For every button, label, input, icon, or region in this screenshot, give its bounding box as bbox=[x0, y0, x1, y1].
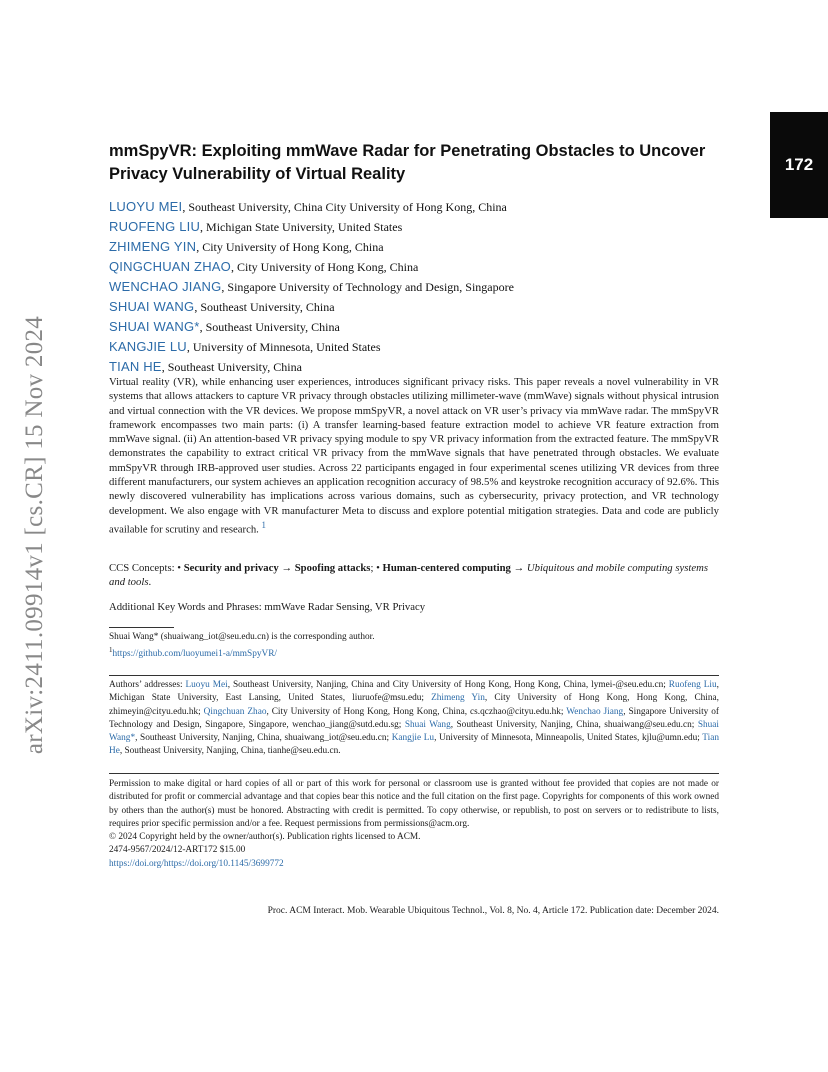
author-affiliation: , University of Minnesota, United States bbox=[186, 340, 381, 354]
author-entry bbox=[109, 317, 719, 337]
address-author-link[interactable]: Shuai Wang* bbox=[109, 719, 719, 744]
address-author-link[interactable]: Luoyu Mei bbox=[185, 680, 228, 690]
author-name[interactable]: QINGCHUAN ZHAO bbox=[109, 259, 231, 274]
abstract bbox=[109, 375, 719, 537]
address-author-link[interactable]: Ruofeng Liu bbox=[668, 680, 717, 690]
ccs-concept-hcc: Human-centered computing bbox=[382, 562, 511, 574]
address-text: , City University of Hong Kong, Hong Kong, China, cs.qczhao@cityu.edu.hk; bbox=[266, 706, 567, 717]
code-footnote bbox=[109, 644, 719, 661]
copyright-line: © 2024 Copyright held by the owner/author(s). Publication rights licensed to ACM. bbox=[109, 832, 421, 843]
author-affiliation: , Michigan State University, United States bbox=[200, 220, 403, 234]
author-affiliation: , Southeast University, China bbox=[194, 300, 335, 314]
address-author-link[interactable]: Shuai Wang bbox=[404, 719, 451, 730]
address-text: , Southeast University, Nanjing, China and City University of Hong Kong, Hong Kong, China, lymei-@seu.edu.cn; bbox=[227, 680, 669, 690]
addresses-lead: Authors’ addresses: bbox=[109, 680, 186, 690]
ccs-concepts bbox=[109, 561, 719, 590]
authors-addresses bbox=[109, 679, 719, 759]
ccs-end: . bbox=[148, 576, 152, 589]
author-name[interactable]: WENCHAO JIANG bbox=[109, 279, 222, 294]
address-author-link[interactable]: Wenchao Jiang bbox=[566, 706, 624, 717]
paper-title: mmSpyVR: Exploiting mmWave Radar for Penetrating Obstacles to Uncover Privacy Vulnerability of Virtual Reality bbox=[109, 142, 706, 183]
address-text: , Southeast University, Nanjing, China, shuaiwang@seu.edu.cn; bbox=[450, 719, 698, 730]
article-number-tab bbox=[770, 112, 828, 218]
arxiv-stamp-text: arXiv:2411.09914v1 [cs.CR] 15 Nov 2024 bbox=[21, 315, 48, 755]
author-affiliation: , Southeast University, China bbox=[199, 320, 340, 334]
permission-block bbox=[109, 778, 719, 871]
author-entry bbox=[109, 257, 719, 277]
ccs-lead: CCS Concepts: • bbox=[109, 562, 184, 574]
ccs-arrow: → bbox=[278, 562, 295, 574]
ccs-concept-ubiquitous: Ubiquitous and mobile computing systems and tools bbox=[109, 562, 708, 589]
address-author-link[interactable]: Tian He bbox=[109, 733, 719, 757]
author-entry bbox=[109, 337, 719, 357]
address-text: , City University of Hong Kong, Hong Kong, China, zhimeyin@cityu.edu.hk; bbox=[109, 693, 719, 717]
address-author-link[interactable]: Zhimeng Yin bbox=[431, 693, 485, 704]
keywords: Additional Key Words and Phrases: mmWave Radar Sensing, VR Privacy bbox=[109, 601, 426, 613]
code-url-link[interactable]: https://github.com/luoyumei1-a/mmSpyVR/ bbox=[112, 649, 278, 660]
corresponding-author-note: Shuai Wang* (shuaiwang_iot@seu.edu.cn) is the corresponding author. bbox=[109, 632, 375, 642]
address-text: , Southeast University, Nanjing, China, shuaiwang_iot@seu.edu.cn; bbox=[135, 733, 392, 744]
address-text: , Singapore University of Technology and Design, Singapore, Singapore, wenchao_jiang@sutd.edu.sg; bbox=[109, 706, 719, 730]
author-affiliation: , Southeast University, China City University of Hong Kong, China bbox=[182, 200, 507, 214]
article-number: 172 bbox=[784, 155, 814, 174]
addresses-divider bbox=[109, 675, 719, 676]
author-entry bbox=[109, 237, 719, 257]
address-author-link[interactable]: Kangjie Lu bbox=[391, 733, 435, 744]
author-affiliation: , Southeast University, China bbox=[161, 360, 302, 374]
abstract-text: Virtual reality (VR), while enhancing user experiences, introduces significant privacy risks. This paper reveals a novel vulnerability in VR systems that allows attackers to capture VR privacy through obstacles utilizing millimeter-wave (mmWave) signals without physical intrusion and virtual connection with the VR devices. We propose mmSpyVR, a novel attack on VR user’s privacy via mmWave radar. The mmSpyVR framework encompasses two main parts: (i) A transfer learning-based feature extraction model to achieve VR feature extraction from mmWave signal. (ii) An attention-based VR privacy spying module to spy VR privacy information from the extracted feature. The mmSpyVR demonstrates the capability to extract critical VR privacy from the mmWave signals that have penetrated through obstacles. We evaluate mmSpyVR through IRB-approved user studies. Across 22 participants engaged in four experimental scenes utilizing VR devices from three different manufacturers, our system achieves an application recognition accuracy of 98.5% and keystroke recognition accuracy of 92.6%. This newly discovered vulnerability has implications across various domains, such as cybersecurity, privacy protection, and VR technology development. We also engage with VR manufacturer Meta to discuss and explore potential mitigation strategies. Data and code are publicly available for scrutiny and research. bbox=[109, 376, 719, 536]
author-entry bbox=[109, 197, 719, 217]
footnotes bbox=[109, 631, 719, 661]
author-affiliation: , City University of Hong Kong, China bbox=[230, 260, 419, 274]
author-name[interactable]: ZHIMENG YIN bbox=[109, 239, 197, 254]
footnote-divider bbox=[109, 627, 174, 628]
issn-line: 2474-9567/2024/12-ART172 $15.00 bbox=[109, 845, 246, 856]
permission-divider bbox=[109, 773, 719, 774]
address-text: , Michigan State University, East Lansing, United States, liuruofe@msu.edu; bbox=[109, 680, 719, 704]
footnote-mark: 1 bbox=[109, 646, 113, 654]
author-affiliation: , Singapore University of Technology and Design, Singapore bbox=[221, 280, 514, 294]
author-entry bbox=[109, 297, 719, 317]
arxiv-stamp bbox=[20, 295, 50, 775]
author-affiliation: , City University of Hong Kong, China bbox=[196, 240, 384, 254]
author-entry bbox=[109, 277, 719, 297]
ccs-separator: ; • bbox=[370, 562, 383, 574]
author-name[interactable]: TIAN HE bbox=[109, 359, 162, 374]
author-name[interactable]: KANGJIE LU bbox=[109, 339, 187, 354]
author-list bbox=[109, 197, 719, 377]
address-text: , Southeast University, Nanjing, China, tianhe@seu.edu.cn. bbox=[119, 746, 341, 757]
author-entry bbox=[109, 357, 719, 377]
journal-footer: Proc. ACM Interact. Mob. Wearable Ubiquitous Technol., Vol. 8, No. 4, Article 172. Publication date: December 2024. bbox=[267, 906, 719, 916]
abstract-footnote-link[interactable]: 1 bbox=[261, 519, 266, 530]
ccs-concept-security: Security and privacy bbox=[183, 562, 279, 574]
doi-link[interactable]: https://doi.org/https://doi.org/10.1145/3699772 bbox=[109, 858, 284, 869]
author-name[interactable]: LUOYU MEI bbox=[109, 199, 183, 214]
author-name[interactable]: SHUAI WANG* bbox=[109, 319, 200, 334]
author-name[interactable]: SHUAI WANG bbox=[109, 299, 195, 314]
ccs-concept-spoofing: Spoofing attacks bbox=[294, 562, 371, 574]
address-text: , University of Minnesota, Minneapolis, United States, kjlu@umn.edu; bbox=[434, 733, 703, 744]
author-entry bbox=[109, 217, 719, 237]
ccs-arrow: → bbox=[510, 562, 527, 574]
permission-notice: Permission to make digital or hard copies of all or part of this work for personal or classroom use is granted without fee provided that copies are not made or distributed for profit or commercial advantage and that copies bear this notice and the full citation on the first page. Copyrights for components of this work owned by others than the author(s) must be honored. Abstracting with credit is permitted. To copy otherwise, or republish, to post on servers or to redistribute to lists, requires prior specific permission and/or a fee. Request permissions from permissions@acm.org. bbox=[109, 779, 719, 829]
author-name[interactable]: RUOFENG LIU bbox=[109, 219, 201, 234]
address-author-link[interactable]: Qingchuan Zhao bbox=[203, 706, 267, 717]
